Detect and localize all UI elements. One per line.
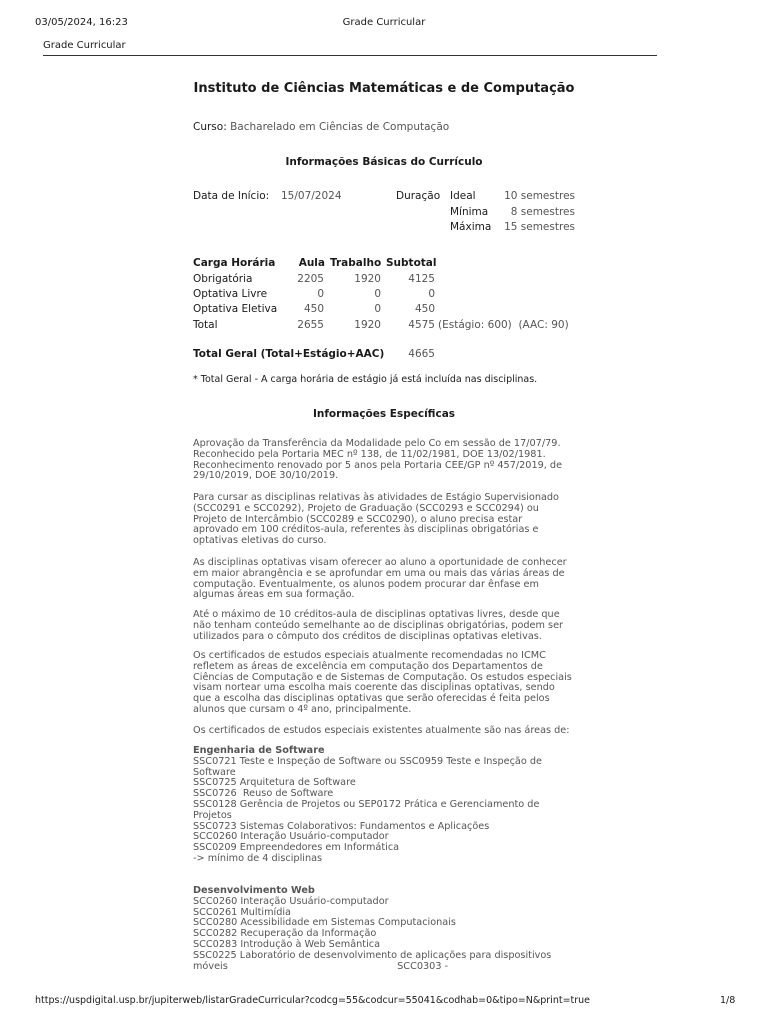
duration-label: Duração [396,190,441,202]
workload-row-aula: 450 [303,303,324,315]
workload-row-trabalho: 0 [374,288,381,300]
workload-row-name: Total [193,319,218,331]
group-courses: SSC0721 Teste e Inspeção de Software ou SSC0959 Teste e Inspeção de Software SSC0725 Arquitetura de Software SSC0726 Reuso de Software SSC0128 Gerência de Projetos ou SEP0172 Prática e Gerenciamento de Projetos SSC0723 Sistemas Colaborativos: Fundamentos e Aplicações SCC0260 Interação Usuário-computador SSC0209 Empreendedores em Informática -> mínimo de 4 disciplinas [193,755,542,864]
page-heading: Grade Curricular [43,40,126,51]
print-title: Grade Curricular [342,17,426,28]
duration-max-label: Máxima [450,221,492,233]
page-number: 1/8 [720,995,736,1006]
paragraph-free-credits: Até o máximo de 10 créditos-aula de disciplinas optativas livres, desde que não tenham conteúdo semelhante ao de disciplinas obrigatórias, podem ser utilizados para o cômputo dos créditos de disciplinas optativas eletivas. [193,609,564,642]
workload-row-subtotal: 450 [414,303,435,315]
duration-ideal-value: 10 semestres [504,190,575,202]
duration-max-value: 15 semestres [504,221,575,233]
institute-title: Instituto de Ciências Matemáticas e de Computação [193,81,575,96]
group-web-development [193,886,583,972]
workload-row-trabalho: 0 [374,303,381,315]
group-software-engineering [193,746,583,865]
specific-info-title: Informações Específicas [312,408,456,420]
workload-total-extra: (Estágio: 600) (AAC: 90) [438,319,569,331]
workload-row-name: Obrigatória [193,273,253,285]
workload-header-subtotal: Subtotal [386,257,437,269]
workload-row-subtotal: 0 [428,288,435,300]
duration-min-value: 8 semestres [510,206,575,218]
group-title: Engenharia de Software [193,745,325,756]
paragraph-electives: As disciplinas optativas visam oferecer ao aluno a oportunidade de conhecer em maior abrangência e se aprofundar em uma ou mais das várias áreas de computação. Eventualmente, os alunos podem procurar dar ênfase em algumas áreas em sua formação. [193,557,567,601]
duration-min-label: Mínima [450,206,489,218]
paragraph-areas-intro: Os certificados de estudos especiais existentes atualmente são nas áreas de: [193,725,570,736]
print-url: https://uspdigital.usp.br/jupiterweb/listarGradeCurricular?codcg=55&codcur=55041&codhab=0&tipo=N&print=true [35,995,591,1006]
course-value: Bacharelado em Ciências de Computação [230,121,450,133]
workload-row-aula: 2205 [297,273,324,285]
basic-info-title: Informações Básicas do Currículo [285,156,483,168]
group-courses: SCC0260 Interação Usuário-computador SCC0261 Multimídia SCC0280 Acessibilidade em Sistemas Computacionais SCC0282 Recuperação da Informação SCC0283 Introdução à Web Semântica SSC0225 Laboratório de desenvolvimento de aplicações para dispositivos móveis SCC0303 - [193,895,552,972]
workload-header-aula: Aula [298,257,325,269]
workload-header-trabalho: Trabalho [330,257,382,269]
workload-row-trabalho: 1920 [354,273,381,285]
grand-total-label: Total Geral (Total+Estágio+AAC) [193,348,385,360]
course-line [193,121,449,133]
paragraph-approval: Aprovação da Transferência da Modalidade pelo Co em sessão de 17/07/79. Reconhecido pela Portaria MEC nº 138, de 11/02/1981, DOE 13/02/1981. Reconhecimento renovado por 5 anos pela Portaria CEE/GP nº 457/2019, de 29/10/2019, DOE 30/10/2019. [193,438,563,482]
heading-divider [43,55,657,56]
grand-total-value: 4665 [408,348,435,360]
workload-row-trabalho: 1920 [354,319,381,331]
duration-ideal-label: Ideal [450,190,476,202]
workload-row-name: Optativa Livre [193,288,268,300]
workload-row-aula: 0 [317,288,324,300]
workload-row-subtotal: 4575 [408,319,435,331]
course-label: Curso: [193,121,227,133]
workload-footnote: * Total Geral - A carga horária de estágio já está incluída nas disciplinas. [193,374,538,385]
print-datetime: 03/05/2024, 16:23 [35,17,128,28]
workload-header-name: Carga Horária [193,257,276,269]
workload-row-aula: 2655 [297,319,324,331]
workload-row-subtotal: 4125 [408,273,435,285]
start-date-label: Data de Início: [193,190,270,202]
paragraph-internship: Para cursar as disciplinas relativas às atividades de Estágio Supervisionado (SCC0291 e SCC0292), Projeto de Graduação (SCC0293 e SCC0294) ou Projeto de Intercâmbio (SCC0289 e SCC0290), o aluno precisa estar aprovado em 100 créditos-aula, referentes às disciplinas obrigatórias e optativas eletivas do curso. [193,492,559,547]
group-title: Desenvolvimento Web [193,885,315,896]
workload-row-name: Optativa Eletiva [193,303,278,315]
paragraph-certificates: Os certificados de estudos especiais atualmente recomendadas no ICMC refletem as áreas de excelência em computação dos Departamentos de Ciências de Computação e de Sistemas de Computação. Os estudos especiais visam nortear uma escolha mais coerente das disciplinas optativas, sendo que a escolha das disciplinas optativas que serão oferecidas é feita pelos alunos que cursam o 4º ano, principalmente. [193,650,572,715]
start-date-value: 15/07/2024 [281,190,342,202]
